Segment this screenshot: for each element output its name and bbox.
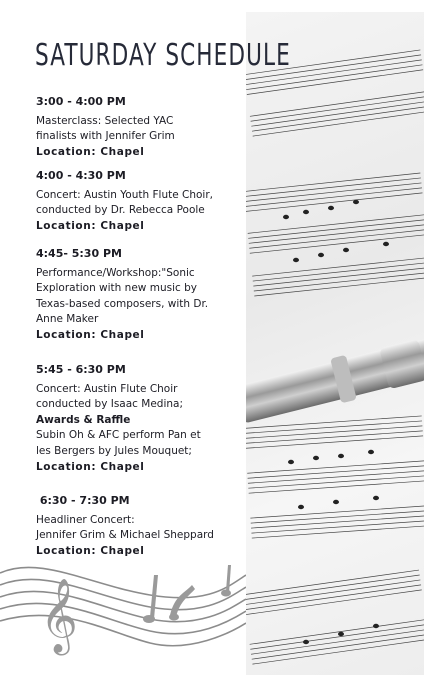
event-location: Location: Chapel <box>36 219 145 232</box>
treble-clef-icon <box>40 579 78 656</box>
event-description: Exploration with new music by <box>36 282 197 295</box>
event-description: Texas-based composers, with Dr. <box>36 297 209 310</box>
schedule-event <box>36 246 241 344</box>
event-description: Headliner Concert: <box>36 513 135 526</box>
schedule-event <box>36 493 241 559</box>
music-staff-decoration <box>0 555 246 675</box>
event-time: 3:00 - 4:00 PM <box>36 95 126 108</box>
schedule-event <box>36 94 241 160</box>
schedule-event <box>36 168 241 234</box>
page-title: SATURDAY SCHEDULE <box>35 38 291 73</box>
event-description: conducted by Isaac Medina; <box>36 398 184 411</box>
event-time: 6:30 - 7:30 PM <box>36 494 130 507</box>
event-description: Concert: Austin Youth Flute Choir, <box>36 188 214 201</box>
event-location: Location: Chapel <box>36 328 145 341</box>
event-time: 4:00 - 4:30 PM <box>36 169 126 182</box>
event-time: 4:45- 5:30 PM <box>36 247 122 260</box>
event-location: Location: Chapel <box>36 544 145 557</box>
event-description: Subin Oh & AFC perform Pan et <box>36 429 201 442</box>
event-description: conducted by Dr. Rebecca Poole <box>36 204 205 217</box>
svg-text:𝄞: 𝄞 <box>40 579 78 653</box>
event-time: 5:45 - 6:30 PM <box>36 363 126 376</box>
event-location: Location: Chapel <box>36 145 145 158</box>
schedule-event <box>36 362 241 475</box>
sheet-music-flute-photo <box>246 12 424 675</box>
event-awards: Awards & Raffle <box>36 413 131 426</box>
event-description: Performance/Workshop:"Sonic <box>36 266 195 279</box>
event-description: les Bergers by Jules Mouquet; <box>36 444 192 457</box>
event-description: Jennifer Grim & Michael Sheppard <box>36 529 214 542</box>
event-description: Masterclass: Selected YAC <box>36 114 174 127</box>
event-description: finalists with Jennifer Grim <box>36 130 175 143</box>
event-description: Anne Maker <box>36 313 99 326</box>
event-location: Location: Chapel <box>36 460 145 473</box>
event-description: Concert: Austin Flute Choir <box>36 382 178 395</box>
